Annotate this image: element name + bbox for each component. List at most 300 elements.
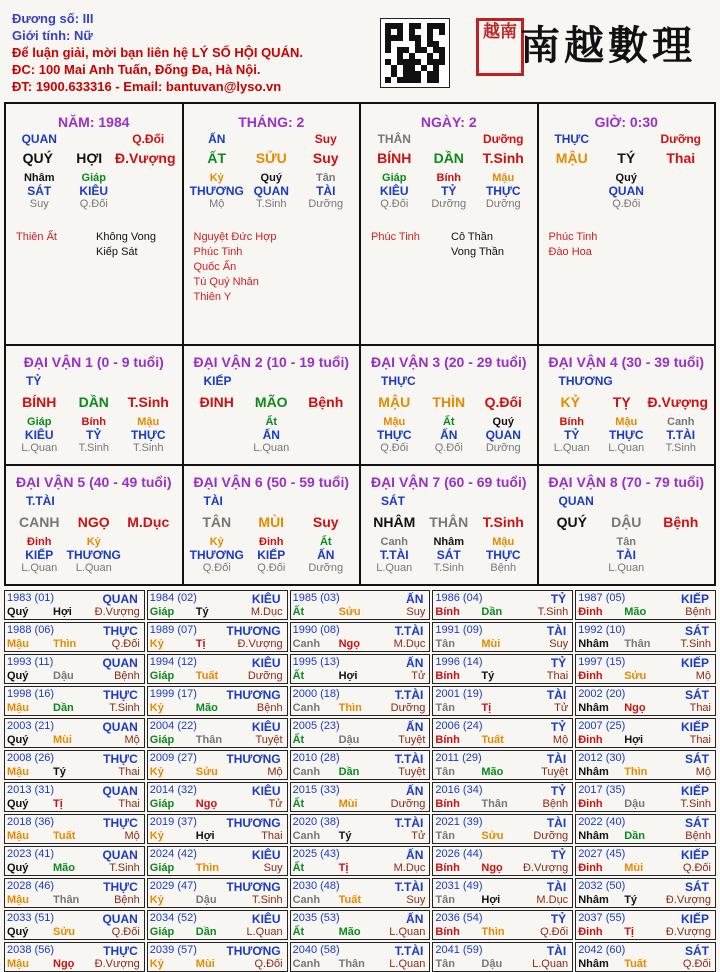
year-cell: [432, 654, 573, 684]
cell-row: [539, 132, 715, 146]
year-b1: Tân: [435, 830, 455, 842]
year-t2: TÀI: [546, 880, 567, 894]
year-t2: ẤN: [406, 592, 424, 606]
year-b1: Đinh: [578, 670, 603, 682]
cell-row: [539, 536, 715, 548]
year-t1: 2015 (33): [292, 784, 340, 796]
cell-row: [539, 562, 715, 574]
year-cell: [147, 782, 288, 812]
year-cell: [575, 846, 716, 876]
cell-text: TÝ: [617, 150, 636, 166]
cell-text: [654, 198, 709, 210]
year-t2: THỰC: [103, 624, 138, 638]
year-t2: TỶ: [550, 592, 567, 606]
cell-text: KIÊU: [24, 428, 54, 442]
cell-row: [361, 416, 537, 428]
cell-row: [6, 184, 182, 198]
year-b1: Bính: [435, 798, 460, 810]
year-cell: [575, 814, 716, 844]
year-cell: [4, 686, 145, 716]
cell-text: Nhâm: [23, 172, 55, 184]
year-t2: THỰC: [103, 752, 138, 766]
dai-van-god: T.TÀI: [26, 494, 55, 508]
year-b1: Kỷ: [149, 638, 164, 650]
year-t1: 2033 (51): [7, 912, 55, 924]
cell-text: [545, 198, 600, 210]
year-b2: Tị: [624, 926, 634, 938]
year-b1: Nhâm: [578, 766, 609, 778]
year-t1: 2004 (22): [149, 720, 197, 732]
dai-van-row-1: [6, 346, 714, 466]
pillar-title: GIỜ: 0:30: [594, 114, 658, 130]
cell-row: [361, 536, 537, 548]
dai-van-title: ĐẠI VẬN 7 (60 - 69 tuổi): [370, 474, 527, 490]
cell-text: Q.Đối: [132, 132, 165, 146]
year-b1: Đinh: [578, 734, 603, 746]
cell-text: Mậu: [137, 416, 160, 428]
year-b2: Tuất: [195, 670, 219, 682]
year-b1: Tân: [435, 766, 455, 778]
year-b3: Dưỡng: [247, 670, 283, 682]
cell-row: [184, 150, 360, 166]
year-t2: THƯƠNG: [226, 624, 281, 638]
year-b1: Bính: [435, 606, 460, 618]
cell-row: [361, 172, 537, 184]
year-cell: [575, 782, 716, 812]
year-t1: 2031 (49): [435, 880, 483, 892]
year-t2: QUAN: [102, 784, 138, 798]
year-b1: Nhâm: [578, 830, 609, 842]
year-b3: M.Dục: [393, 862, 426, 874]
year-b3: Tuyệt: [541, 766, 569, 778]
year-b1: Ất: [292, 862, 305, 874]
cell-text: L.Quan: [608, 442, 645, 454]
star-text: Phúc Tinh: [193, 246, 243, 258]
cell-row: [539, 198, 715, 210]
year-b1: Quý: [7, 670, 29, 682]
cell-text: [121, 548, 176, 562]
year-b3: Bệnh: [114, 670, 140, 682]
year-b2: Tý: [53, 766, 66, 778]
dai-van-god: QUAN: [558, 494, 594, 508]
cell-text: QUAN: [608, 184, 644, 198]
cell-text: [190, 416, 245, 428]
year-b1: Bính: [435, 734, 460, 746]
year-b2: Mùi: [195, 958, 215, 970]
year-b3: M.Dục: [393, 638, 426, 650]
cell-text: [545, 548, 600, 562]
cell-row: [6, 514, 182, 530]
year-cell: [432, 782, 573, 812]
cell-text: [121, 536, 176, 548]
year-b2: Mão: [481, 766, 504, 778]
year-t1: 2007 (25): [578, 720, 626, 732]
cell-text: Dưỡng: [431, 198, 467, 210]
cell-text: Nhâm: [433, 536, 465, 548]
year-b3: Suy: [549, 638, 569, 650]
year-b1: Ất: [292, 670, 305, 682]
year-b2: Dậu: [624, 798, 645, 810]
year-cell: [147, 942, 288, 972]
year-t2: QUAN: [102, 656, 138, 670]
year-b1: Nhâm: [578, 894, 609, 906]
year-b2: Mão: [624, 606, 647, 618]
cell-text: DẦN: [433, 150, 464, 166]
year-b2: Tuất: [624, 958, 647, 970]
cell-text: [545, 184, 600, 198]
cell-text: MÃO: [254, 394, 288, 410]
seal-stamp-icon: [476, 18, 524, 76]
cell-text: [654, 172, 709, 184]
year-b3: Suy: [263, 862, 283, 874]
cell-text: QUAN: [253, 184, 289, 198]
year-t2: ẤN: [406, 848, 424, 862]
cell-text: TÀI: [616, 548, 636, 562]
cell-row: [184, 394, 360, 410]
year-t2: TỶ: [550, 848, 567, 862]
year-cell: [575, 942, 716, 972]
year-b3: L.Quan: [532, 958, 569, 970]
year-t2: TỶ: [550, 656, 567, 670]
year-b3: Dưỡng: [533, 830, 569, 842]
year-t2: ẤN: [406, 784, 424, 798]
cell-text: [121, 562, 176, 574]
year-t1: 2027 (45): [578, 848, 626, 860]
year-b2: Hợi: [53, 606, 72, 618]
cell-text: KỶ: [560, 394, 580, 410]
cell-row: [6, 132, 182, 146]
cell-text: [121, 198, 176, 210]
year-cell: [147, 718, 288, 748]
year-b2: Tý: [338, 830, 352, 842]
cell-text: [422, 132, 477, 146]
year-t1: 1983 (01): [7, 592, 55, 604]
year-b2: Dần: [481, 606, 503, 618]
cell-row: [6, 548, 182, 562]
cell-text: Q.Đối: [484, 394, 522, 410]
year-b2: Thân: [338, 958, 365, 970]
year-b2: Sửu: [624, 670, 647, 682]
year-b2: Ngọ: [53, 958, 75, 970]
year-b3: Tử: [554, 702, 569, 714]
year-cell: [4, 622, 145, 652]
year-t1: 2026 (44): [435, 848, 483, 860]
dai-van-god: TÀI: [203, 494, 223, 508]
cell-text: ẤN: [317, 548, 335, 562]
star-text: Thiên Ất: [16, 231, 57, 243]
year-b3: Mộ: [124, 734, 140, 746]
year-b2: Tị: [338, 862, 349, 874]
dai-van-title: ĐẠI VẬN 6 (50 - 59 tuổi): [193, 474, 350, 490]
cell-text: L.Quan: [553, 442, 590, 454]
cell-text: [67, 132, 122, 146]
year-t2: THỰC: [103, 816, 138, 830]
year-cell: [290, 622, 431, 652]
year-t2: TỶ: [550, 912, 567, 926]
dai-van-god: THỰC: [381, 374, 416, 388]
pillar-1: [184, 104, 362, 344]
cell-text: ẤN: [262, 428, 280, 442]
star-text: Phúc Tinh: [548, 231, 598, 243]
year-t2: ẤN: [406, 720, 424, 734]
cell-text: Đinh: [27, 536, 52, 548]
year-t1: 2019 (37): [149, 816, 197, 828]
year-b3: M.Dục: [250, 606, 283, 618]
cell-text: Mậu: [615, 416, 638, 428]
year-b3: M.Dục: [536, 894, 569, 906]
cell-row: [361, 442, 537, 454]
year-b1: Tân: [435, 894, 455, 906]
cell-text: [121, 184, 176, 198]
year-t2: KIẾP: [680, 720, 709, 734]
year-t2: TỶ: [550, 720, 567, 734]
year-t1: 1990 (08): [292, 624, 340, 636]
year-b3: Mộ: [124, 830, 140, 842]
year-cell: [147, 814, 288, 844]
dai-van-6: [184, 466, 362, 584]
year-cell: [290, 782, 431, 812]
year-t1: 2022 (40): [578, 816, 626, 828]
year-b2: Tý: [624, 894, 638, 906]
year-cell: [147, 654, 288, 684]
cell-text: THỰC: [376, 428, 412, 442]
cell-text: MẬU: [378, 394, 411, 410]
cell-row: [184, 514, 360, 530]
cell-row: [539, 394, 715, 410]
year-b3: L.Quan: [389, 926, 426, 938]
year-b1: Kỷ: [149, 830, 164, 842]
year-b2: Thân: [624, 638, 651, 650]
qr-code-icon: [380, 18, 450, 88]
year-cell: [575, 750, 716, 780]
year-b3: Q.Đối: [111, 638, 140, 650]
year-b1: Bính: [435, 926, 460, 938]
dai-van-title: ĐẠI VẬN 1 (0 - 9 tuổi): [23, 354, 164, 370]
year-t1: 2039 (57): [149, 944, 197, 956]
year-t2: SÁT: [685, 752, 709, 766]
year-b3: Bệnh: [114, 894, 140, 906]
year-b3: T.Sinh: [680, 638, 711, 650]
cell-row: [361, 514, 537, 530]
cell-text: SỬU: [255, 150, 287, 166]
year-b3: Q.Đối: [111, 926, 140, 938]
year-t2: SÁT: [685, 944, 709, 958]
cell-text: SÁT: [436, 548, 461, 562]
year-t2: THỰC: [103, 688, 138, 702]
year-t2: KIẾP: [680, 848, 709, 862]
cell-text: [654, 536, 709, 548]
year-b1: Nhâm: [578, 958, 609, 970]
dai-van-7: [361, 466, 539, 584]
year-b3: L.Quan: [246, 926, 283, 938]
dai-van-8: [539, 466, 715, 584]
year-b3: Suy: [406, 606, 426, 618]
year-b1: Ất: [292, 798, 305, 810]
year-b2: Ngọ: [481, 862, 503, 874]
cell-text: [545, 536, 600, 548]
year-b1: Giáp: [149, 798, 175, 810]
cell-text: Q.Đối: [79, 198, 108, 210]
cell-row: [539, 184, 715, 198]
year-b3: Tuyệt: [398, 766, 426, 778]
cell-text: HỢI: [76, 150, 103, 166]
dai-van-god: TỶ: [26, 374, 42, 388]
good-stars: [549, 230, 598, 260]
year-t1: 2016 (34): [435, 784, 483, 796]
cell-text: Q.Đối: [380, 442, 409, 454]
year-t2: TÀI: [546, 816, 567, 830]
cell-text: Bính: [436, 172, 461, 184]
year-cell: [432, 878, 573, 908]
cell-row: [539, 548, 715, 562]
cell-text: [654, 184, 709, 198]
year-t1: 2036 (54): [435, 912, 483, 924]
cell-row: [361, 394, 537, 410]
year-cell: [4, 718, 145, 748]
cell-text: THỰC: [608, 428, 644, 442]
year-cell: [575, 590, 716, 620]
year-b2: Dần: [53, 702, 74, 714]
cell-text: Quý: [260, 172, 282, 184]
dai-van-god: THƯƠNG: [558, 374, 613, 388]
cell-row: [6, 394, 182, 410]
cell-text: TỶ: [564, 428, 580, 442]
year-b2: Tý: [195, 606, 209, 618]
cell-text: Đ.Vượng: [647, 394, 709, 410]
cell-text: [190, 442, 245, 454]
cell-text: [121, 172, 176, 184]
year-cell: [4, 878, 145, 908]
year-cell: [147, 910, 288, 940]
cell-text: TỴ: [612, 394, 631, 410]
year-cell: [4, 654, 145, 684]
year-cell: [147, 750, 288, 780]
year-t1: 1985 (03): [292, 592, 340, 604]
cell-text: T.Sinh: [433, 562, 465, 574]
cell-text: TỶ: [441, 184, 457, 198]
star-text: Phúc Tinh: [371, 231, 420, 243]
cell-text: NHÂM: [373, 514, 416, 530]
cell-text: L.Quan: [376, 562, 413, 574]
year-b2: Hợi: [481, 894, 501, 906]
year-t1: 2041 (59): [435, 944, 483, 956]
pillar-0: [6, 104, 184, 344]
year-b1: Bính: [435, 670, 460, 682]
dai-van-title: ĐẠI VẬN 3 (20 - 29 tuổi): [370, 354, 527, 370]
dai-van-title: ĐẠI VẬN 8 (70 - 79 tuổi): [548, 474, 705, 490]
star-text: Tú Quý Nhân: [193, 276, 259, 288]
year-t1: 2017 (35): [578, 784, 626, 796]
year-t2: THƯƠNG: [226, 880, 281, 894]
year-b3: Đ.Vượng: [523, 862, 569, 874]
year-b1: Mậu: [7, 830, 29, 842]
year-b2: Sửu: [195, 766, 218, 778]
year-b2: Sửu: [481, 830, 504, 842]
year-t1: 1994 (12): [149, 656, 197, 668]
year-b1: Quý: [7, 798, 29, 810]
duong-so: Đương số: III: [12, 11, 94, 26]
year-t2: TÀI: [546, 752, 567, 766]
cell-text: QUÝ: [22, 150, 53, 166]
year-b2: Tuất: [481, 734, 504, 746]
cell-text: [654, 562, 709, 574]
year-b1: Mậu: [7, 958, 29, 970]
year-cell: [147, 686, 288, 716]
year-cell: [147, 590, 288, 620]
year-b3: T.Sinh: [537, 606, 569, 618]
year-t2: KIÊU: [251, 912, 281, 926]
cell-text: Giáp: [382, 172, 407, 184]
cell-text: BÍNH: [22, 394, 57, 410]
year-b1: Quý: [7, 862, 29, 874]
year-b2: Dậu: [481, 958, 503, 970]
year-b3: Tử: [268, 798, 283, 810]
year-b1: Đinh: [578, 926, 603, 938]
cell-text: KIÊU: [79, 184, 109, 198]
cell-text: THÂN: [377, 132, 411, 146]
cell-text: ẤN: [208, 132, 226, 146]
cell-row: [6, 428, 182, 442]
year-t1: 2009 (27): [149, 752, 197, 764]
year-t1: 1991 (09): [435, 624, 483, 636]
year-b1: Nhâm: [578, 638, 609, 650]
year-b1: Canh: [292, 894, 321, 906]
dai-van-god: SÁT: [381, 494, 405, 508]
bazi-chart: [4, 102, 716, 586]
cell-text: Q.Đối: [257, 562, 286, 574]
cell-row: [184, 442, 360, 454]
year-cell: [4, 910, 145, 940]
cell-text: MẬU: [555, 150, 588, 166]
cell-text: TÀI: [316, 184, 336, 198]
cell-text: NGỌ: [77, 514, 110, 530]
bad-stars: [96, 230, 156, 260]
year-b2: Mùi: [481, 638, 501, 650]
cell-text: Mậu: [383, 416, 406, 428]
year-b3: Q.Đối: [682, 862, 711, 874]
year-t2: TÀI: [546, 688, 567, 702]
year-b1: Kỷ: [149, 766, 164, 778]
year-t2: ẤN: [406, 912, 424, 926]
year-b3: Thai: [118, 798, 140, 810]
year-b1: Canh: [292, 638, 321, 650]
star-text: Thiên Y: [193, 291, 232, 303]
year-t2: T.TÀI: [394, 944, 424, 958]
year-b2: Dần: [338, 766, 360, 778]
cell-text: T.Sinh: [127, 394, 169, 410]
year-b1: Kỷ: [149, 894, 164, 906]
year-t2: QUAN: [102, 592, 138, 606]
year-t2: SÁT: [685, 816, 709, 830]
star-text: Vong Thần: [451, 246, 505, 258]
cell-text: THÂN: [429, 514, 469, 530]
year-b2: Dậu: [195, 894, 217, 906]
cell-text: DẬU: [611, 514, 642, 530]
cell-text: [299, 428, 354, 442]
year-grid: [4, 590, 716, 972]
cell-text: Tân: [315, 172, 336, 184]
year-cell: [4, 942, 145, 972]
year-cell: [432, 686, 573, 716]
year-b2: Thân: [195, 734, 223, 746]
year-t2: SÁT: [685, 624, 709, 638]
year-b2: Mão: [195, 702, 218, 714]
cell-text: Quý: [615, 172, 637, 184]
cell-text: T.Sinh: [482, 150, 524, 166]
good-stars: [194, 230, 277, 305]
year-cell: [290, 910, 431, 940]
year-b3: Tử: [411, 670, 426, 682]
